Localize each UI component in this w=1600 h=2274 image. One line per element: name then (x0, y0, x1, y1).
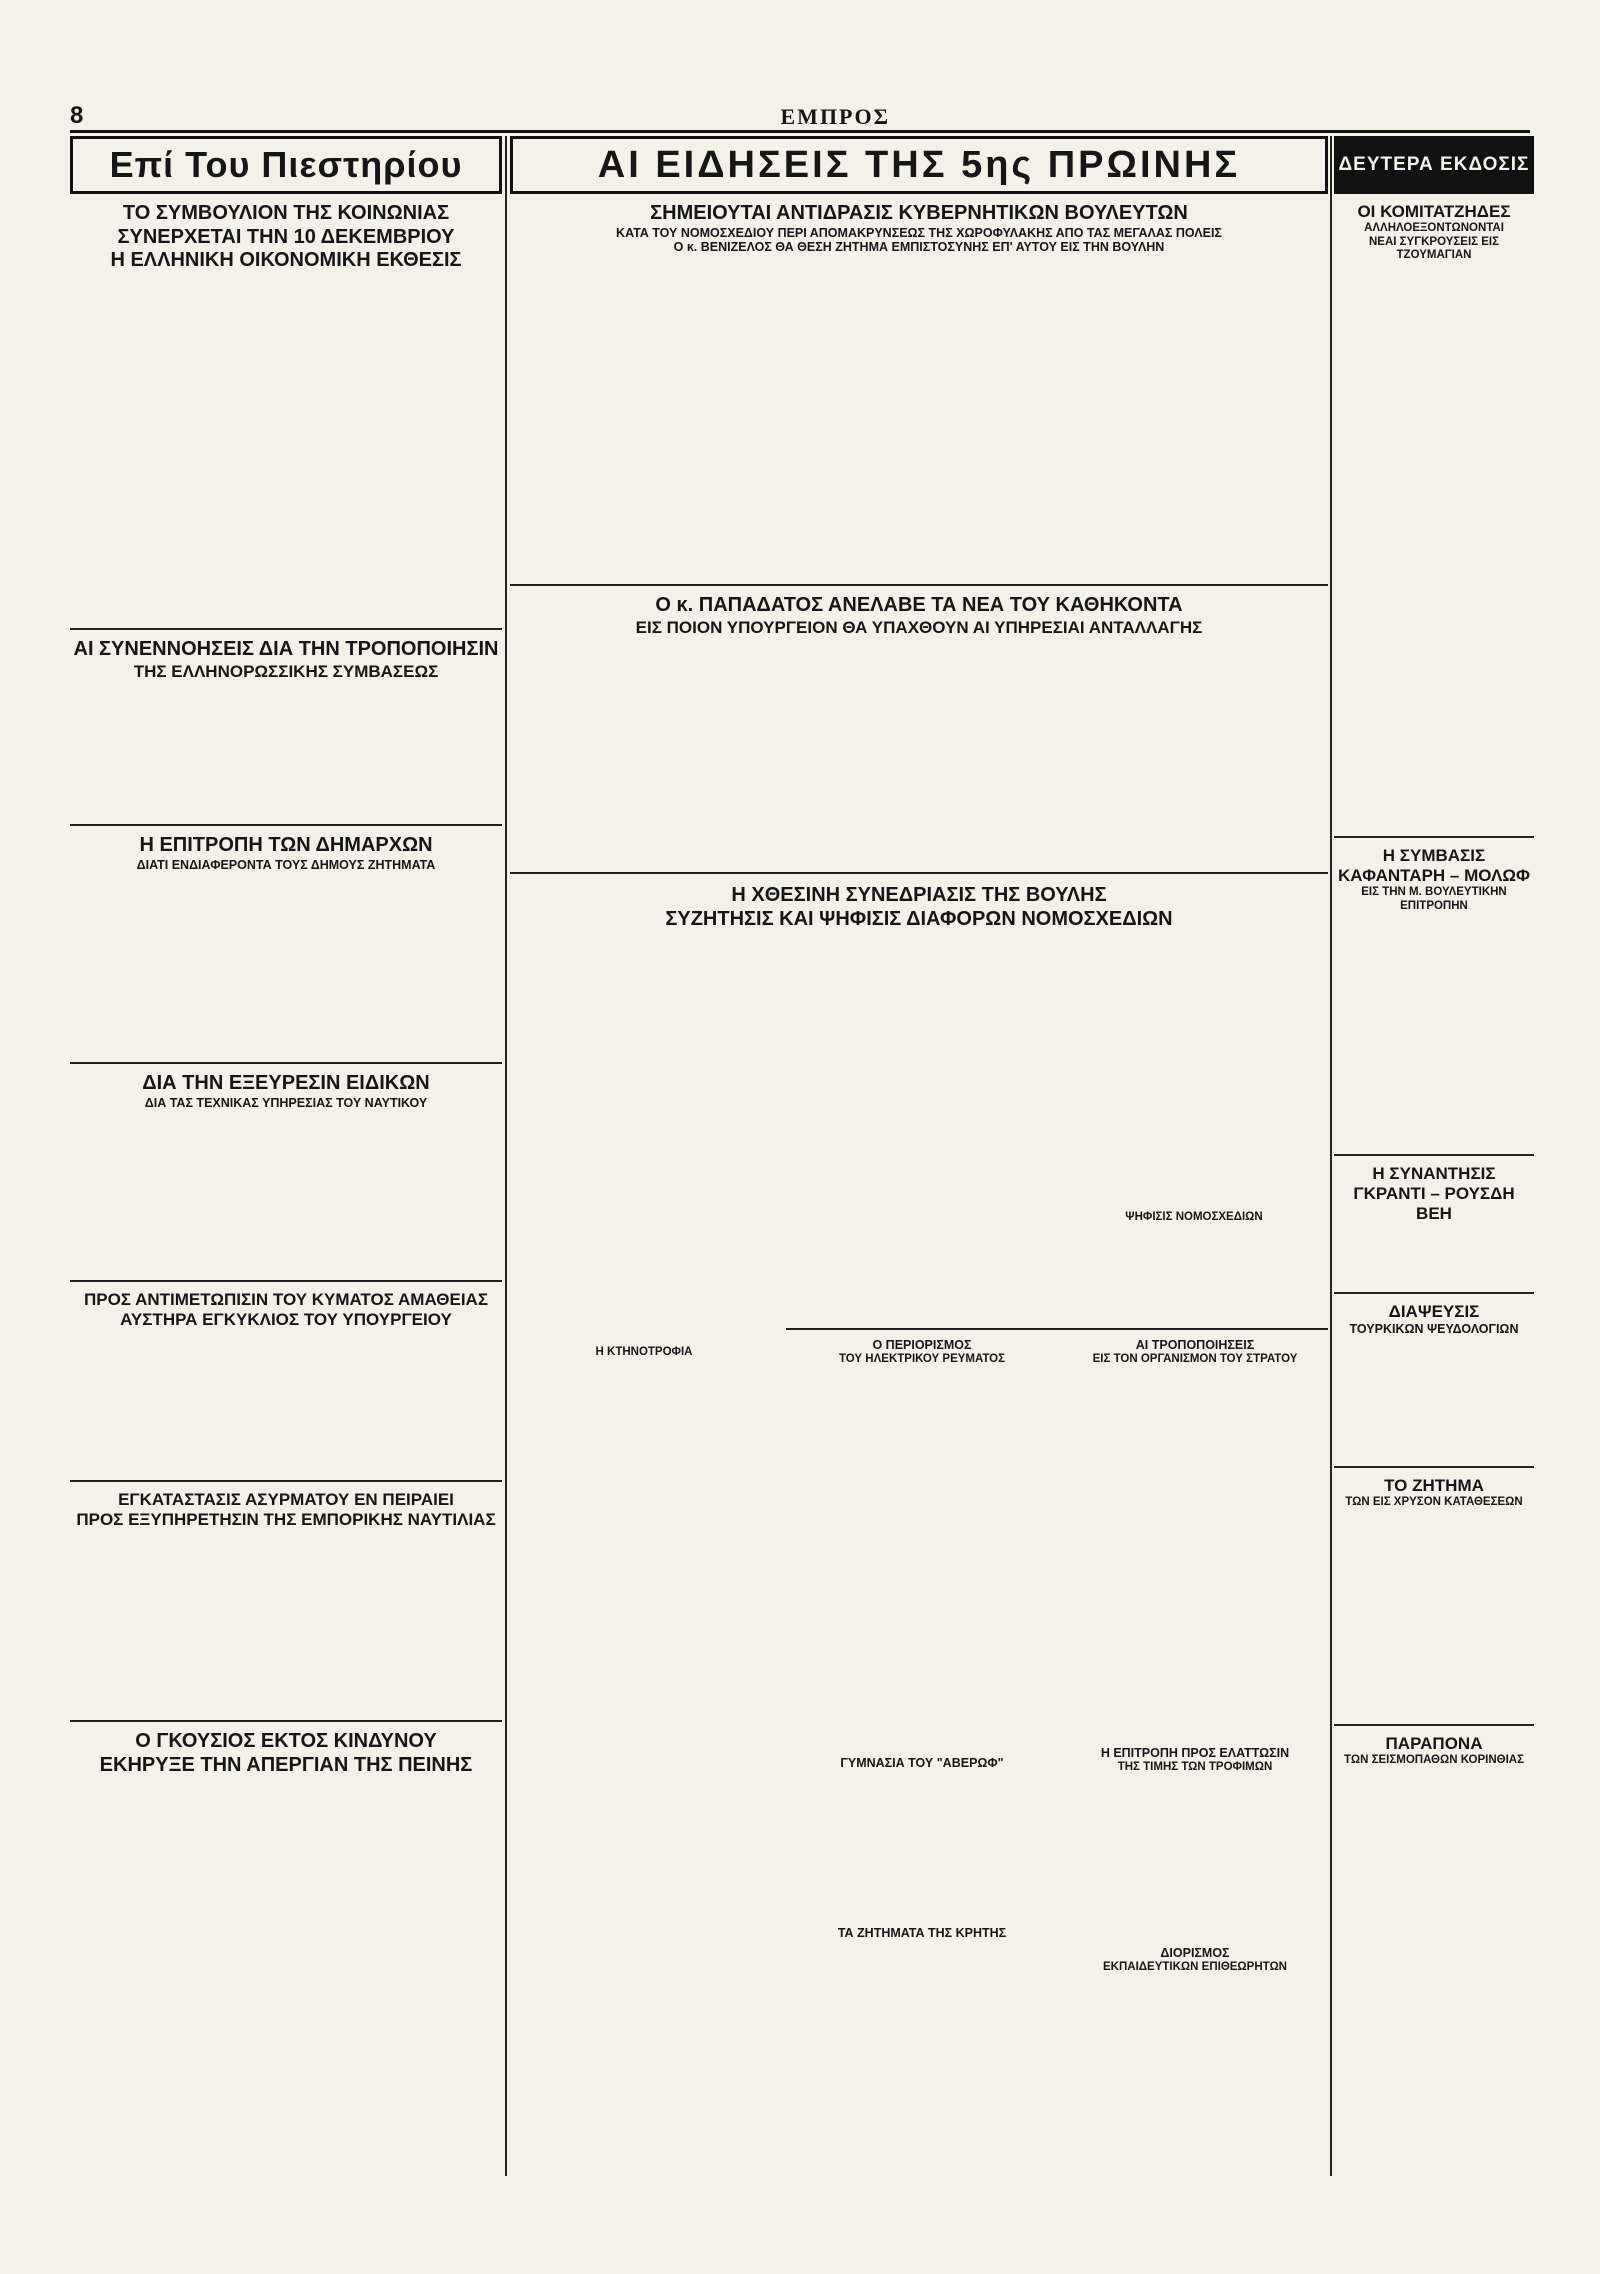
headline: ΤΟ ΣΥΜΒΟΥΛΙΟΝ ΤΗΣ ΚΟΙΝΩΝΙΑΣ (122, 202, 450, 224)
story-divider (70, 628, 502, 630)
story-headline (510, 884, 1328, 931)
center-column (510, 136, 1328, 1973)
story-divider (1334, 836, 1534, 838)
subheadline: ΕΙΣ ΤΟΝ ΟΡΓΑΝΙΣΜΟΝ ΤΟΥ ΣΤΡΑΤΟΥ (1092, 1352, 1298, 1365)
subheadline: ΤΟΥΡΚΙΚΩΝ ΨΕΥΔΟΛΟΓΙΩΝ (1349, 1322, 1519, 1337)
headline: Η ΣΥΜΒΑΣΙΣ (1382, 846, 1486, 865)
headline: ΟΙ ΚΟΜΙΤΑΤΖΗΔΕΣ (1357, 202, 1511, 221)
headline: Η ΕΛΛΗΝΙΚΗ ΟΙΚΟΝΟΜΙΚΗ ΕΚΘΕΣΙΣ (110, 249, 462, 272)
headline: ΔΙΑΨΕΥΣΙΣ (1388, 1302, 1480, 1321)
subheadline: ΤΩΝ ΣΕΙΣΜΟΠΑΘΩΝ ΚΟΡΙΝΘΙΑΣ (1344, 1754, 1524, 1767)
headline: ΤΟ ΖΗΤΗΜΑ (1384, 1476, 1484, 1495)
story-headline (786, 1338, 1058, 1366)
story-divider (510, 584, 1328, 586)
story-headline (1334, 846, 1534, 913)
subheadline: ΑΛΛΗΛΟΕΞΟΝΤΩΝΟΝΤΑΙ (1364, 222, 1504, 235)
story-divider (1334, 1154, 1534, 1156)
headline: ΔΙΑ ΤΗΝ ΕΞΕΥΡΕΣΙΝ ΕΙΔΙΚΩΝ (142, 1072, 430, 1094)
story-headline (786, 1926, 1058, 1941)
subheadline: ΕΚΠΑΙΔΕΥΤΙΚΩΝ ΕΠΙΘΕΩΡΗΤΩΝ (1103, 1960, 1287, 1973)
subheadline: ΔΙΑΤΙ ΕΝΔΙΑΦΕΡΟΝΤΑ ΤΟΥΣ ΔΗΜΟΥΣ ΖΗΤΗΜΑΤΑ (136, 857, 436, 872)
banner-eidiseis: ΑΙ ΕΙΔΗΣΕΙΣ ΤΗΣ 5ης ΠΡΩΙΝΗΣ (510, 136, 1328, 194)
subheadline: Ο κ. ΒΕΝΙΖΕΛΟΣ ΘΑ ΘΕΣΗ ΖΗΤΗΜΑ ΕΜΠΙΣΤΟΣΥΝΗΣ ΕΠ' ΑΥΤΟΥ ΕΙΣ ΤΗΝ ΒΟΥΛΗΝ (673, 240, 1165, 255)
story-divider (1334, 1724, 1534, 1726)
story-headline (70, 638, 502, 682)
headline: Ο ΓΚΟΥΣΙΟΣ ΕΚΤΟΣ ΚΙΝΔΥΝΟΥ (135, 1730, 437, 1752)
column-rule (1330, 136, 1332, 2176)
story-headline (70, 834, 502, 872)
headline: ΣΥΝΕΡΧΕΤΑΙ ΤΗΝ 10 ΔΕΚΕΜΒΡΙΟΥ (117, 225, 455, 248)
headline: ΚΑΦΑΝΤΑΡΗ – ΜΟΛΩΦ (1338, 866, 1530, 886)
subheadline: ΕΚΗΡΥΞΕ ΤΗΝ ΑΠΕΡΓΙΑΝ ΤΗΣ ΠΕΙΝΗΣ (99, 1753, 473, 1776)
story-divider (70, 1720, 502, 1722)
story-divider (1334, 1292, 1534, 1294)
headline: ΠΑΡΑΠΟΝΑ (1385, 1734, 1483, 1753)
story-headline (1062, 1746, 1328, 1774)
story-divider (786, 1328, 1328, 1330)
right-column (1334, 136, 1534, 1767)
story-divider (1334, 1466, 1534, 1468)
story-headline (70, 1290, 502, 1330)
story-headline (1334, 202, 1534, 263)
headline: ΑΙ ΤΡΟΠΟΠΟΙΗΣΕΙΣ (1135, 1338, 1255, 1352)
subheadline: ΓΚΡΑΝΤΙ – ΡΟΥΣΔΗ ΒΕΗ (1353, 1184, 1515, 1224)
headline: Η ΧΘΕΣΙΝΗ ΣΥΝΕΔΡΙΑΣΙΣ ΤΗΣ ΒΟΥΛΗΣ (731, 884, 1107, 906)
banner-epi-tou-piestiriou: Επί Του Πιεστηρίου (70, 136, 502, 194)
headline: Ο ΠΕΡΙΟΡΙΣΜΟΣ (872, 1338, 972, 1352)
headline: ΣΗΜΕΙΟΥΤΑΙ ΑΝΤΙΔΡΑΣΙΣ ΚΥΒΕΡΝΗΤΙΚΩΝ ΒΟΥΛΕΥΤΩΝ (650, 202, 1188, 224)
subheadline: ΑΥΣΤΗΡΑ ΕΓΚΥΚΛΙΟΣ ΤΟΥ ΥΠΟΥΡΓΕΙΟΥ (120, 1310, 452, 1330)
story-divider (70, 1480, 502, 1482)
story-headline (1062, 1338, 1328, 1366)
headline: ΓΥΜΝΑΣΙΑ ΤΟΥ "ΑΒΕΡΩΦ" (840, 1756, 1004, 1770)
story-subheading (1066, 1211, 1322, 1225)
subheadline: ΤΟΥ ΗΛΕΚΤΡΙΚΟΥ ΡΕΥΜΑΤΟΣ (838, 1352, 1006, 1365)
story-headline (1334, 1476, 1534, 1510)
headline: Η ΣΥΝΑΝΤΗΣΙΣ (1372, 1164, 1496, 1183)
subheadline: ΣΥΖΗΤΗΣΙΣ ΚΑΙ ΨΗΦΙΣΙΣ ΔΙΑΦΟΡΩΝ ΝΟΜΟΣΧΕΔΙΩΝ (665, 907, 1173, 930)
subheadline: ΝΕΑΙ ΣΥΓΚΡΟΥΣΕΙΣ ΕΙΣ ΤΖΟΥΜΑΓΙΑΝ (1368, 235, 1500, 262)
story-divider (70, 1280, 502, 1282)
subheadline: ΠΡΟΣ ΕΞΥΠΗΡΕΤΗΣΙΝ ΤΗΣ ΕΜΠΟΡΙΚΗΣ ΝΑΥΤΙΛΙΑΣ (76, 1510, 496, 1530)
story-divider (70, 824, 502, 826)
headline: Ο κ. ΠΑΠΑΔΑΤΟΣ ΑΝΕΛΑΒΕ ΤΑ ΝΕΑ ΤΟΥ ΚΑΘΗΚΟΝΤΑ (655, 594, 1183, 616)
story-headline (70, 202, 502, 273)
headline: ΤΑ ΖΗΤΗΜΑΤΑ ΤΗΣ ΚΡΗΤΗΣ (837, 1926, 1007, 1940)
story-headline (70, 1490, 502, 1530)
story-headline (1334, 1302, 1534, 1337)
subheadline: ΚΑΤΑ ΤΟΥ ΝΟΜΟΣΧΕΔΙΟΥ ΠΕΡΙ ΑΠΟΜΑΚΡΥΝΣΕΩΣ ΤΗΣ ΧΩΡΟΦΥΛΑΚΗΣ ΑΠΟ ΤΑΣ ΜΕΓΑΛΑΣ ΠΟΛΕΙΣ (616, 225, 1222, 240)
story-headline (510, 202, 1328, 255)
headline: ΕΓΚΑΤΑΣΤΑΣΙΣ ΑΣΥΡΜΑΤΟΥ ΕΝ ΠΕΙΡΑΙΕΙ (118, 1490, 454, 1509)
story-headline (70, 1730, 502, 1777)
subheading: ΨΗΦΙΣΙΣ ΝΟΜΟΣΧΕΔΙΩΝ (1125, 1211, 1263, 1223)
masthead (70, 104, 1530, 133)
headline: ΑΙ ΣΥΝΕΝΝΟΗΣΕΙΣ ΔΙΑ ΤΗΝ ΤΡΟΠΟΠΟΙΗΣΙΝ (73, 638, 499, 660)
story-headline (1062, 1946, 1328, 1974)
page-number: 8 (70, 102, 84, 129)
subheadline: ΕΙΣ ΠΟΙΟΝ ΥΠΟΥΡΓΕΙΟΝ ΘΑ ΥΠΑΧΘΟΥΝ ΑΙ ΥΠΗΡΕΣΙΑΙ ΑΝΤΑΛΛΑΓΗΣ (635, 617, 1203, 637)
subheadline: ΕΙΣ ΤΗΝ Μ. ΒΟΥΛΕΥΤΙΚΗΝ ΕΠΙΤΡΟΠΗΝ (1361, 886, 1507, 912)
column-rule (505, 136, 507, 2176)
subheadline: ΤΗΣ ΕΛΛΗΝΟΡΩΣΣΙΚΗΣ ΣΥΜΒΑΣΕΩΣ (133, 661, 439, 681)
subheadline: ΤΩΝ ΕΙΣ ΧΡΥΣΟΝ ΚΑΤΑΘΕΣΕΩΝ (1345, 1496, 1523, 1509)
paper-name: ΕΜΠΡΟΣ (780, 104, 890, 129)
story-headline (1334, 1734, 1534, 1768)
headline: ΔΙΟΡΙΣΜΟΣ (1160, 1946, 1230, 1960)
story-headline (786, 1756, 1058, 1771)
left-column (70, 136, 502, 1776)
story-headline (1334, 1164, 1534, 1224)
headline: Η ΕΠΙΤΡΟΠΗ ΤΩΝ ΔΗΜΑΡΧΩΝ (139, 834, 433, 856)
headline: Η ΕΠΙΤΡΟΠΗ ΠΡΟΣ ΕΛΑΤΤΩΣΙΝ (1100, 1746, 1290, 1760)
story-headline (70, 1072, 502, 1110)
story-headline (510, 594, 1328, 638)
subheadline: ΤΗΣ ΤΙΜΗΣ ΤΩΝ ΤΡΟΦΙΜΩΝ (1117, 1760, 1273, 1773)
story-subheading (510, 1346, 778, 1360)
subheading: Η ΚΤΗΝΟΤΡΟΦΙΑ (595, 1346, 693, 1358)
banner-deftera-ekdosis: ΔΕΥΤΕΡΑ ΕΚΔΟΣΙΣ (1334, 136, 1534, 194)
story-divider (510, 872, 1328, 874)
headline: ΠΡΟΣ ΑΝΤΙΜΕΤΩΠΙΣΙΝ ΤΟΥ ΚΥΜΑΤΟΣ ΑΜΑΘΕΙΑΣ (83, 1290, 489, 1309)
story-divider (70, 1062, 502, 1064)
subheadline: ΔΙΑ ΤΑΣ ΤΕΧΝΙΚΑΣ ΥΠΗΡΕΣΙΑΣ ΤΟΥ ΝΑΥΤΙΚΟΥ (144, 1095, 428, 1110)
